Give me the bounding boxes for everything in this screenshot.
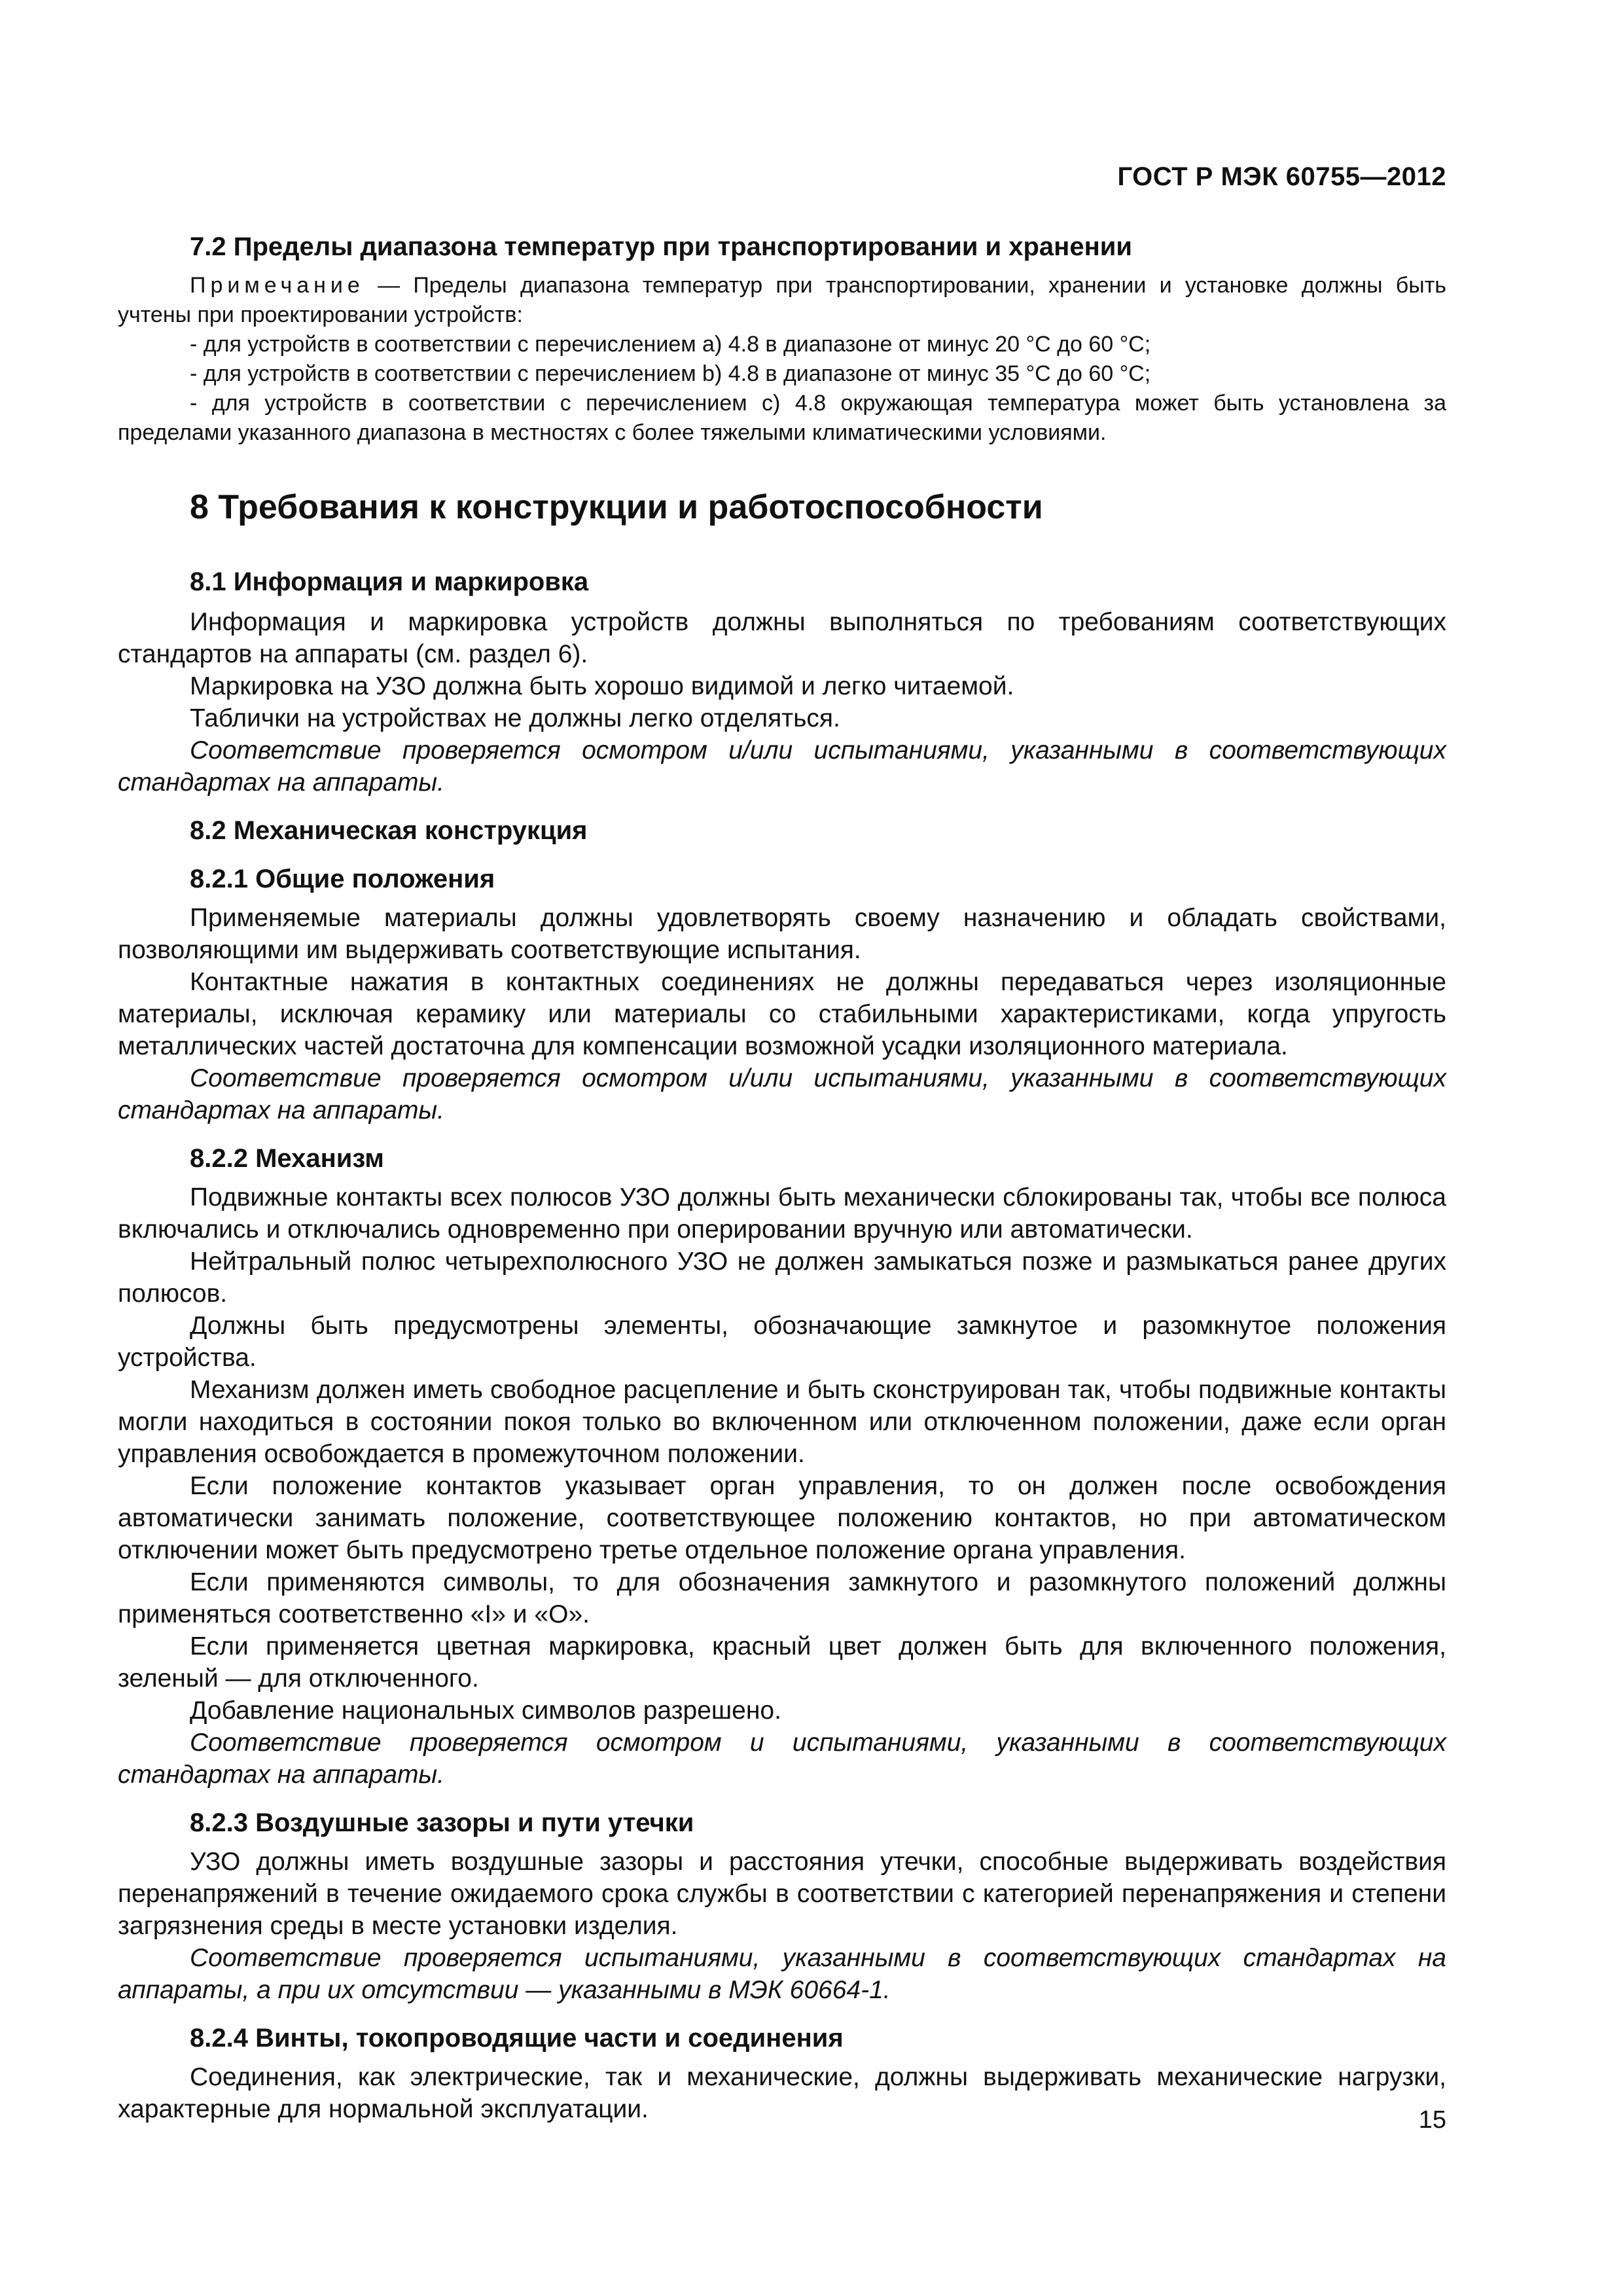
heading-8-2-4: 8.2.4 Винты, токопроводящие части и соединения (190, 2024, 844, 2053)
paragraph-8-2-2-7: Если применяется цветная маркировка, красный цвет должен быть для включенного положения, зеленый — для отключенного. (118, 1632, 1446, 1693)
paragraph-8-2-2-4: Механизм должен иметь свободное расцепление и быть сконструирован так, чтобы подвижные контакты могли находиться в состоянии покоя только во включенном или отключенном положении, даже если орган управления освобождается в промежуточном положении. (118, 1376, 1446, 1468)
paragraph-8-2-2-2: Нейтральный полюс четырехполюсного УЗО не должен замыкаться позже и размыкаться ранее других полюсов. (118, 1247, 1446, 1308)
paragraph-8-2-1-1: Применяемые материалы должны удовлетворять своему назначению и обладать свойствами, позволяющими им выдерживать соответствующие испытания. (118, 904, 1446, 964)
heading-8-2-1: 8.2.1 Общие положения (190, 865, 495, 893)
note-block (118, 271, 1446, 448)
paragraph-8-2-1-2: Контактные нажатия в контактных соединениях не должны передаваться через изоляционные материалы, исключая керамику или материалы со стабильными характеристиками, когда упругость металлических частей достаточна для компенсации возможной усадки изоляционного материала. (118, 968, 1446, 1060)
note-item-b: - для устройств в соответствии с перечислением b) 4.8 в диапазоне от минус 35 °С до 60 °С; (190, 361, 1151, 386)
heading-8: 8 Требования к конструкции и работоспособности (190, 488, 1043, 526)
note-item-a: - для устройств в соответствии с перечислением а) 4.8 в диапазоне от минус 20 °С до 60 °С; (190, 332, 1151, 357)
paragraph-8-2-4-1: Соединения, как электрические, так и механические, должны выдерживать механические нагрузки, характерные для нормальной эксплуатации. (118, 2063, 1446, 2123)
note-item-c: - для устройств в соответствии с перечислением с) 4.8 окружающая температура может быть установлена за пределами указанного диапазона в местностях с более тяжелыми климатическими условиями. (118, 391, 1446, 445)
paragraph-8-2-2-8: Добавление национальных символов разрешено. (190, 1696, 781, 1725)
heading-8-2: 8.2 Механическая конструкция (190, 816, 588, 845)
note-label: Примечание (190, 273, 365, 298)
page-number: 15 (1418, 2106, 1446, 2134)
page-header-standard: ГОСТ Р МЭК 60755—2012 (1117, 162, 1446, 191)
paragraph-8-2-2-3: Должны быть предусмотрены элементы, обозначающие замкнутое и разомкнутое положения устройства. (118, 1312, 1446, 1372)
heading-7-2: 7.2 Пределы диапазона температур при транспортировании и хранении (190, 232, 1132, 261)
paragraph-8-2-2-6: Если применяются символы, то для обозначения замкнутого и разомкнутого положений должны применяться соответственно «I» и «О». (118, 1568, 1446, 1628)
note-text: — Пределы диапазона температур при транспортировании, хранении и установке должны быть учтены при проектировании устройств: (118, 273, 1446, 327)
compliance-8-1: Соответствие проверяется осмотром и/или испытаниями, указанными в соответствующих стандартах на аппараты. (118, 736, 1446, 797)
compliance-8-2-3: Соответствие проверяется испытаниями, указанными в соответствующих стандартах на аппараты, а при их отсутствии — указанными в МЭК 60664-1. (118, 1944, 1446, 2004)
note-paragraph (118, 271, 1446, 330)
paragraph-8-2-2-5: Если положение контактов указывает орган управления, то он должен после освобождения автоматически занимать положение, соответствующее положению контактов, но при автоматическом отключении может быть предусмотрено третье отдельное положение органа управления. (118, 1472, 1446, 1564)
heading-8-1: 8.1 Информация и маркировка (190, 567, 589, 596)
paragraph-8-1-3: Таблички на устройствах не должны легко отделяться. (190, 704, 840, 732)
page-content (118, 230, 1446, 2125)
paragraph-8-1-1: Информация и маркировка устройств должны выполняться по требованиям соответствующих стандартов на аппараты (см. раздел 6). (118, 608, 1446, 668)
paragraph-8-2-2-1: Подвижные контакты всех полюсов УЗО должны быть механически сблокированы так, чтобы все полюса включались и отключались одновременно при оперировании вручную или автоматически. (118, 1183, 1446, 1244)
heading-8-2-3: 8.2.3 Воздушные зазоры и пути утечки (190, 1808, 694, 1837)
compliance-8-2-2: Соответствие проверяется осмотром и испытаниями, указанными в соответствующих стандартах на аппараты. (118, 1729, 1446, 1789)
compliance-8-2-1: Соответствие проверяется осмотром и/или испытаниями, указанными в соответствующих стандартах на аппараты. (118, 1064, 1446, 1124)
heading-8-2-2: 8.2.2 Механизм (190, 1144, 384, 1173)
paragraph-8-2-3-1: УЗО должны иметь воздушные зазоры и расстояния утечки, способные выдерживать воздействия перенапряжений в течение ожидаемого срока службы в соответствии с категорией перенапряжения и степени загрязнения среды в месте установки изделия. (118, 1848, 1446, 1940)
paragraph-8-1-2: Маркировка на УЗО должна быть хорошо видимой и легко читаемой. (190, 672, 1014, 700)
